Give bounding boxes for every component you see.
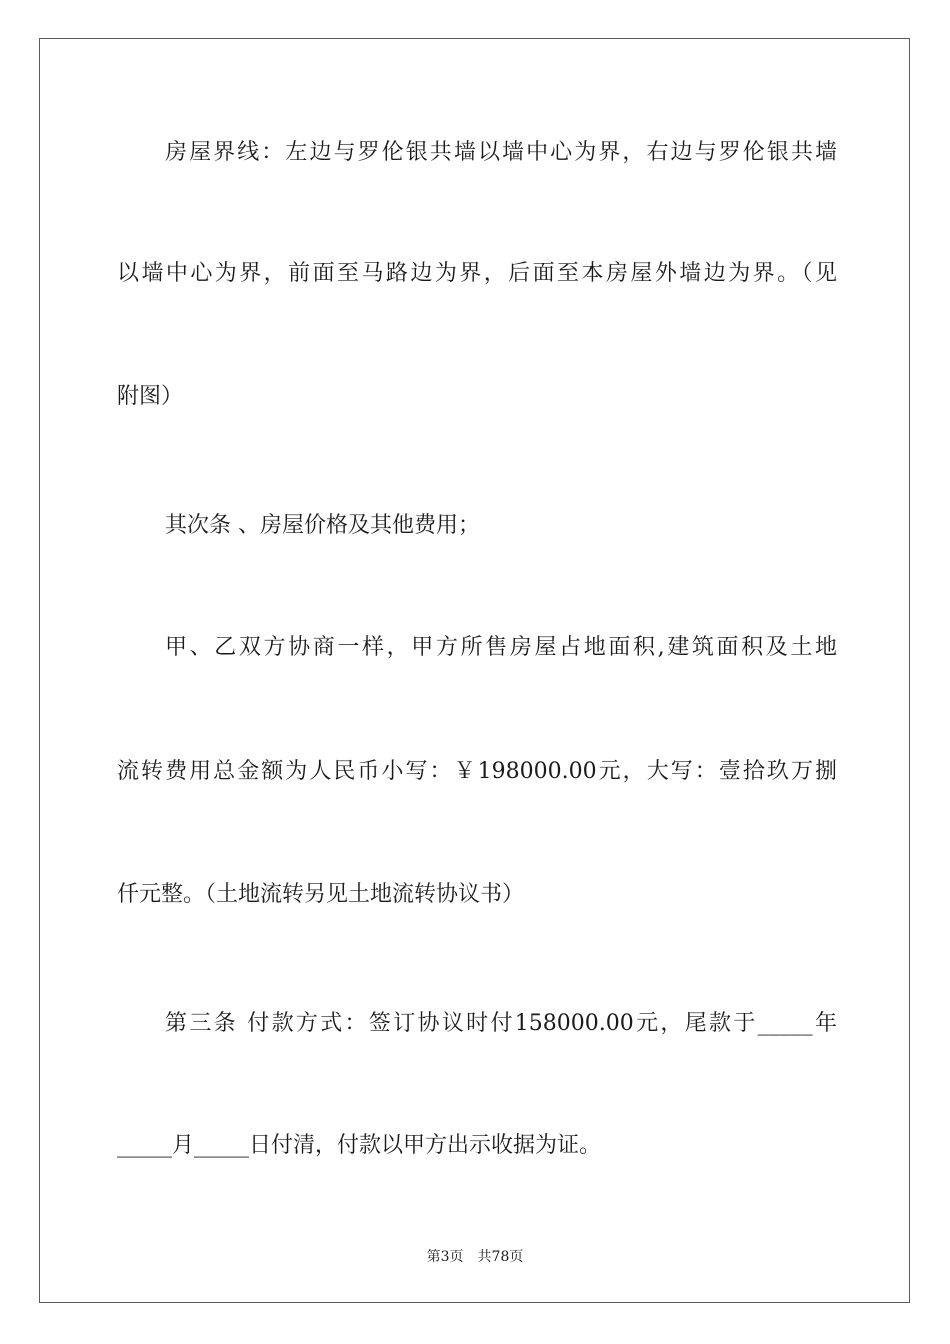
total-pages: 共78页 [477, 1249, 524, 1265]
page-number: 第3页 [426, 1249, 464, 1265]
price-line-2: 流转费用总金额为人民币小写：￥198000.00元，大写：壹拾玖万捌 [117, 759, 837, 784]
article-2-heading: 其次条 、房屋价格及其他费用； [165, 513, 480, 538]
price-line-1: 甲、乙双方协商一样，甲方所售房屋占地面积,建筑面积及土地 [165, 635, 837, 660]
boundary-line-2: 以墙中心为界，前面至马路边为界，后面至本房屋外墙边为界。（见 [117, 261, 837, 286]
boundary-line-1: 房屋界线：左边与罗伦银共墙以墙中心为界，右边与罗伦银共墙 [165, 140, 837, 165]
payment-line-2: _____月_____日付清，付款以甲方出示收据为证。 [117, 1133, 602, 1158]
payment-line-1: 第三条 付款方式：签订协议时付158000.00元，尾款于_____年 [165, 1011, 837, 1036]
price-line-3: 仟元整。（土地流转另见土地流转协议书） [117, 882, 525, 907]
page-footer [0, 1247, 950, 1267]
boundary-line-3: 附图） [117, 384, 184, 409]
page-border [39, 38, 910, 1303]
